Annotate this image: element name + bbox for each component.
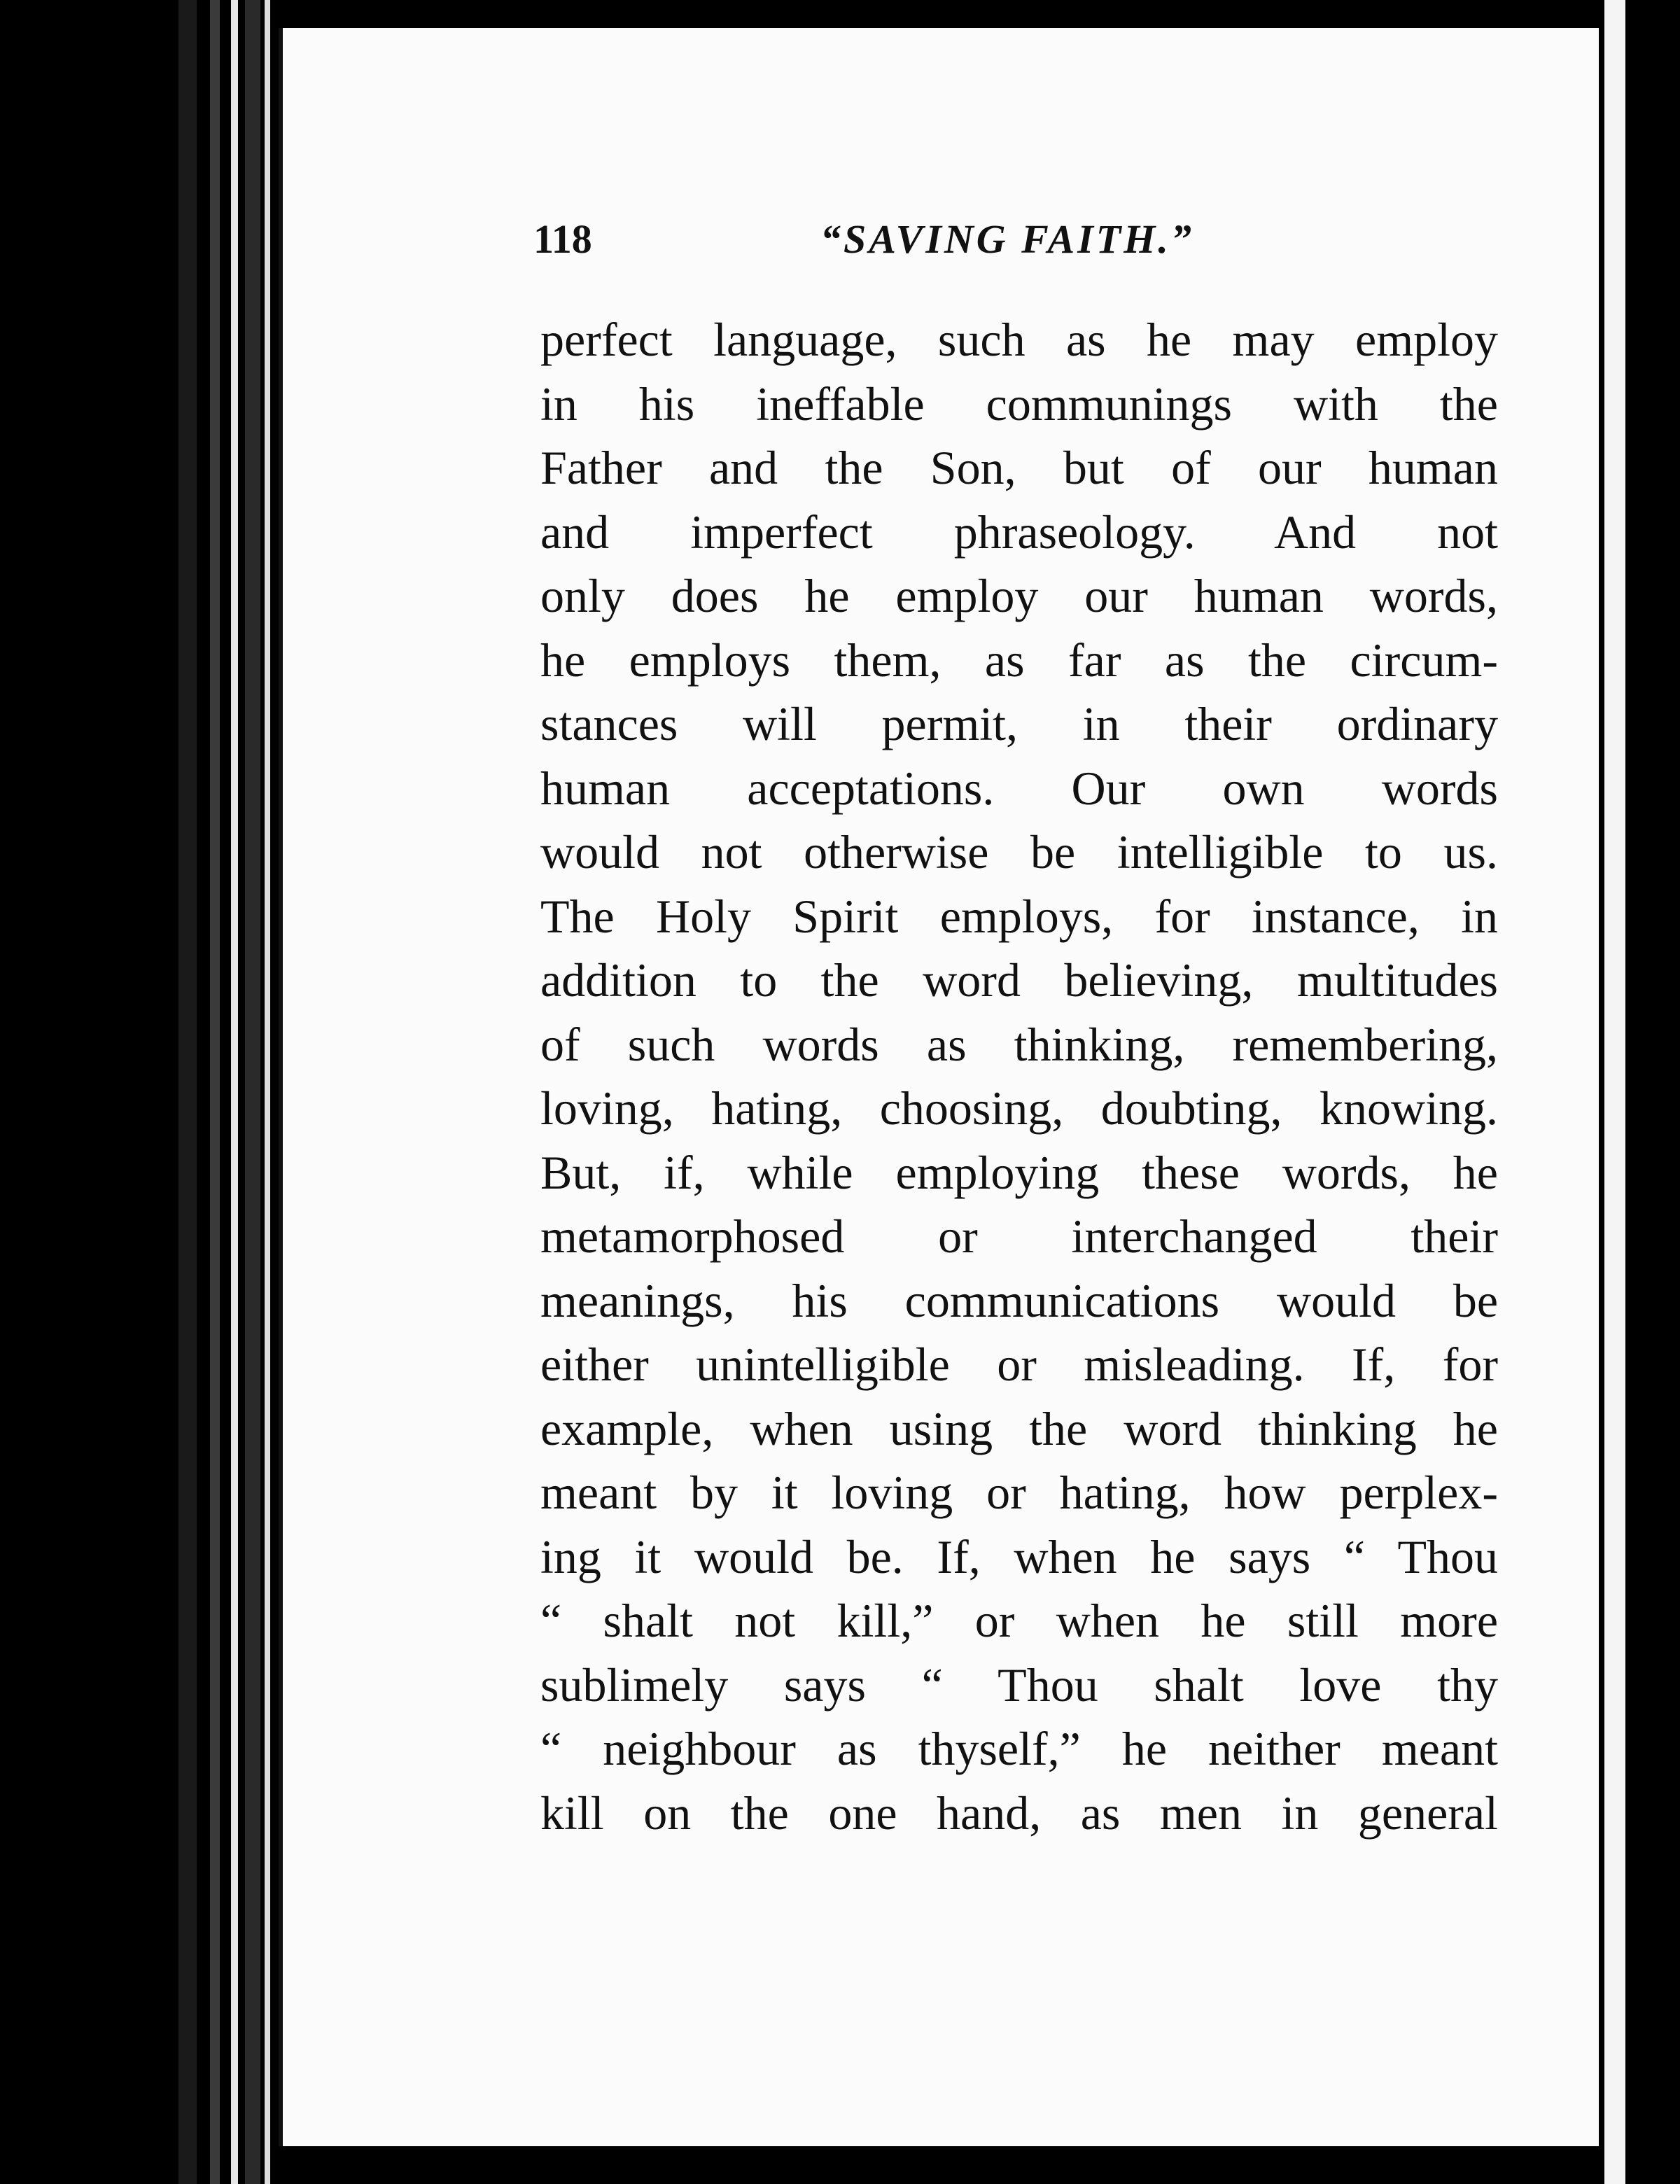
running-title: “SAVING FAITH.” xyxy=(820,216,1194,262)
book-edge xyxy=(265,0,270,2184)
text-line: of such words as thinking, remembering, xyxy=(540,1017,1498,1071)
book-edge xyxy=(231,0,238,2184)
text-line: would not otherwise be intelligible to us. xyxy=(540,825,1498,878)
text-line: “ shalt not kill,” or when he still more xyxy=(540,1594,1498,1647)
text-line: stances will permit, in their ordinary xyxy=(540,697,1498,750)
text-line: either unintelligible or misleading. If, for xyxy=(540,1338,1498,1391)
text-line: “ neighbour as thyself,” he neither meant xyxy=(540,1722,1498,1775)
book-edge xyxy=(210,0,220,2184)
body-text xyxy=(540,308,1498,1845)
text-line: meanings, his communications would be xyxy=(540,1273,1498,1327)
text-line: in his ineffable communings with the xyxy=(540,377,1498,430)
page-number: 118 xyxy=(533,216,592,262)
text-line: human acceptations. Our own words xyxy=(540,761,1498,815)
text-line: loving, hating, choosing, doubting, knowing. xyxy=(540,1082,1498,1135)
text-line: he employs them, as far as the circum- xyxy=(540,633,1498,687)
text-line: ing it would be. If, when he says “ Thou xyxy=(540,1530,1498,1583)
text-line: Father and the Son, but of our human xyxy=(540,441,1498,494)
text-line: example, when using the word thinking he xyxy=(540,1401,1498,1455)
text-line: addition to the word believing, multitudes xyxy=(540,953,1498,1007)
book-edge xyxy=(245,0,260,2184)
text-line: But, if, while employing these words, he xyxy=(540,1145,1498,1199)
text-line: perfect language, such as he may employ xyxy=(540,313,1498,366)
text-line: The Holy Spirit employs, for instance, in xyxy=(540,889,1498,943)
text-line: sublimely says “ Thou shalt love thy xyxy=(540,1658,1498,1712)
text-line: kill on the one hand, as men in general xyxy=(540,1786,1498,1840)
text-line: only does he employ our human words, xyxy=(540,569,1498,622)
text-line: and imperfect phraseology. And not xyxy=(540,505,1498,559)
book-edge xyxy=(178,0,197,2184)
running-header xyxy=(533,216,1499,272)
text-line: metamorphosed or interchanged their xyxy=(540,1210,1498,1263)
text-line: meant by it loving or hating, how perplex- xyxy=(540,1466,1498,1519)
book-edge xyxy=(1625,0,1680,2184)
facing-page-edge xyxy=(1604,0,1625,2184)
